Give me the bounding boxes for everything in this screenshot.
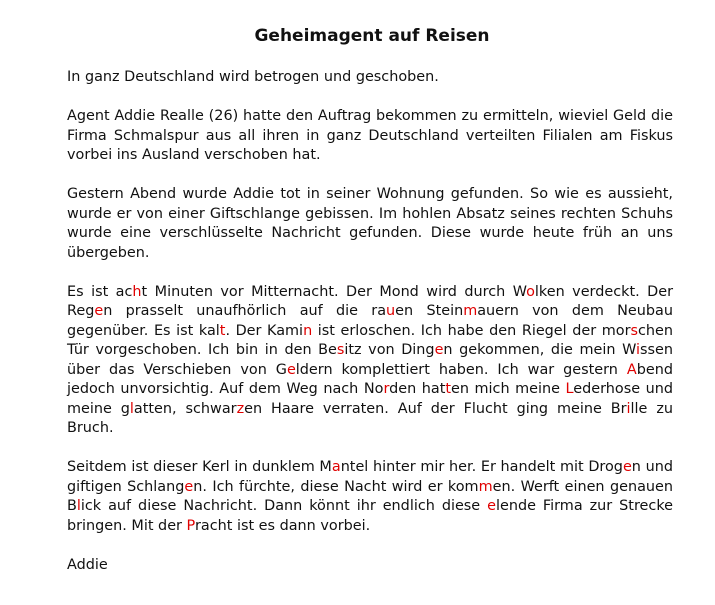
text-segment: auern von dem Neubau gegenüber. Es ist kal <box>67 303 673 339</box>
highlighted-letter: e <box>487 498 496 514</box>
text-segment: en Haare verraten. Auf der Flucht ging meine Br <box>244 400 627 417</box>
highlighted-letter: o <box>526 283 535 300</box>
highlighted-letter: i <box>636 342 641 358</box>
highlighted-letter: e <box>434 342 444 358</box>
text-segment: lende Firma zur Strecke bringen. Mit der <box>67 498 673 534</box>
highlighted-letter: a <box>331 459 341 475</box>
text-segment: Es ist ac <box>67 283 133 300</box>
highlighted-letter: l <box>76 498 81 514</box>
highlighted-letter: z <box>236 400 245 417</box>
highlighted-letter: n <box>303 322 313 339</box>
highlighted-letter: u <box>386 303 396 319</box>
highlighted-letter: e <box>94 303 104 319</box>
text-segment: n und giftigen Schlang <box>67 459 673 495</box>
text-segment: Seitdem ist dieser Kerl in dunklem M <box>67 459 332 475</box>
text-segment: t Minuten vor Mitternacht. Der Mond wird durch W <box>141 283 527 300</box>
text-segment: en. Werft einen genauen B <box>67 478 673 514</box>
text-segment: atten, schwar <box>133 400 237 417</box>
text-segment: itz von Ding <box>344 342 435 358</box>
paragraph-discovery <box>67 185 673 263</box>
highlighted-letter: l <box>129 400 134 417</box>
signature: Addie <box>67 556 108 573</box>
highlighted-letter: e <box>286 361 296 378</box>
highlighted-letter: i <box>626 400 631 417</box>
text-segment: ist erloschen. Ich habe den Riegel der mor <box>312 322 631 339</box>
highlighted-letter: t <box>219 322 226 339</box>
highlighted-letter: A <box>626 361 637 378</box>
paragraph-closing <box>67 458 673 536</box>
text-segment: ldern komplettiert haben. Ich war gestern <box>295 361 627 378</box>
text-segment: lle zu Bruch. <box>67 400 673 436</box>
text-segment: Agent Addie Realle (26) hatte den Auftrag bekommen zu ermitteln, wieviel Geld die Firma Schmalspur aus all ihren in ganz Deutschland verteilten Filialen am Fiskus vorbei ins Ausland verschoben hat. <box>67 108 673 163</box>
highlighted-letter: e <box>622 459 632 475</box>
text-segment: chen Tür vorgeschoben. Ich bin in den Be <box>67 322 673 358</box>
text-segment: en mich meine <box>451 381 566 397</box>
text-segment: en Stein <box>395 303 464 319</box>
highlighted-letter: m <box>463 303 478 319</box>
text-segment: ntel hinter mir her. Er handelt mit Drog <box>340 459 623 475</box>
highlighted-letter: L <box>565 381 574 397</box>
highlighted-letter: h <box>132 283 142 300</box>
highlighted-letter: t <box>445 381 452 397</box>
highlighted-letter: m <box>478 478 493 495</box>
highlighted-letter: P <box>186 517 195 534</box>
text-segment: ick auf diese Nachricht. Dann könnt ihr endlich diese <box>80 498 488 514</box>
text-segment: ederhose und meine g <box>67 381 674 417</box>
document-title: Geheimagent auf Reisen <box>254 26 490 46</box>
paragraph-intro <box>67 68 673 88</box>
text-segment: In ganz Deutschland wird betrogen und geschoben. <box>67 69 439 85</box>
text-segment: racht ist es dann vorbei. <box>194 517 371 534</box>
text-segment: bend jedoch unvorsichtig. Auf dem Weg nach No <box>67 361 673 397</box>
text-segment: den hat <box>389 381 446 397</box>
text-segment: lken verdeckt. Der Reg <box>67 283 673 319</box>
text-segment: Gestern Abend wurde Addie tot in seiner Wohnung gefunden. So wie es aussieht, wurde er von einer Giftschlange gebissen. Im hohlen Absatz seines rechten Schuhs wurde eine verschlüsselte Nachricht gefunden. Diese wurde heute früh an uns übergeben. <box>67 186 673 261</box>
highlighted-letter: r <box>383 381 390 397</box>
highlighted-letter: s <box>630 322 638 339</box>
document <box>67 22 673 575</box>
paragraph-assignment <box>67 107 673 166</box>
text-segment: ssen über das Verschieben von G <box>67 342 673 378</box>
paragraph-secret-message <box>67 283 673 439</box>
highlighted-letter: s <box>336 342 345 358</box>
text-segment: n gekommen, die mein W <box>443 342 637 358</box>
highlighted-letter: e <box>184 478 194 495</box>
text-segment: n prasselt unaufhörlich auf die ra <box>103 303 387 319</box>
text-segment: n. Ich fürchte, diese Nacht wird er kom <box>193 478 479 495</box>
text-segment: . Der Kami <box>225 322 304 339</box>
